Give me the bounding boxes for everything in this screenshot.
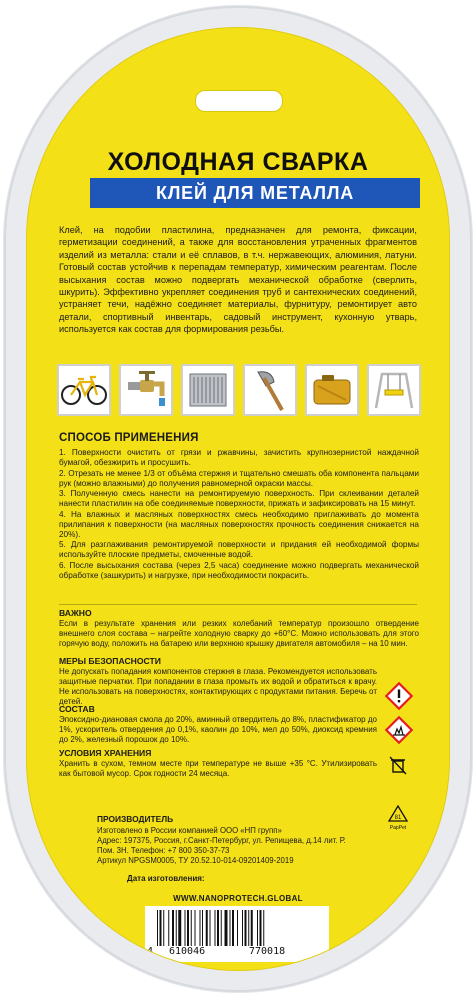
safety-text: Не допускать попадания компонентов стержня в глаза. Рекомендуется использовать защитные перчатки. При попадании в глаза промыть их водой и обратиться к врачу. Не использовать на поверхностях, контактирующих с продуктами питания. Беречь от детей. <box>59 667 377 706</box>
composition-heading: СОСТАВ <box>59 704 95 714</box>
svg-text:81: 81 <box>394 815 402 821</box>
storage-section <box>59 748 377 779</box>
barcode-bar <box>163 910 164 946</box>
manufacturer-block <box>97 814 357 866</box>
usage-step: 6. После высыхания состава (через 2,5 часа) соединение можно подвергать механической обработке (зашкурить) и нагрузке, при необходимости покрасить. <box>59 560 419 580</box>
usage-step: 5. Для разглаживания ремонтируемой поверхности и придания ей необходимой формы используйте плоские предметы, смоченные водой. <box>59 540 419 559</box>
safety-section <box>59 656 377 707</box>
radiator-icon <box>181 364 235 416</box>
bicycle-icon <box>57 364 111 416</box>
exclamation-hazard-icon <box>385 682 413 710</box>
barcode-bar <box>185 910 186 946</box>
safety-heading: МЕРЫ БЕЗОПАСНОСТИ <box>59 656 161 666</box>
product-subtitle-banner: КЛЕЙ ДЛЯ МЕТАЛЛА <box>90 178 420 208</box>
usage-step: 1. Поверхности очистить от грязи и ржавчины, зачистить крупнозернистой наждачной бумагой, обезжирить и просушить. <box>59 448 419 467</box>
barcode-bar <box>210 910 211 946</box>
manufacturer-line: Изготовлено в России компанией ООО «НП групп» <box>97 826 282 835</box>
barcode-bar <box>251 910 253 946</box>
storage-heading: УСЛОВИЯ ХРАНЕНИЯ <box>59 748 152 758</box>
axe-icon <box>243 364 297 416</box>
barcode-digit-prefix: 4 <box>147 946 154 957</box>
barcode-bar <box>160 910 162 946</box>
barcode-bar <box>215 910 216 946</box>
barcode-bar <box>230 910 231 946</box>
barcode-bar <box>242 910 243 946</box>
composition-text: Эпоксидно-диановая смола до 20%, аминный отвердитель до 8%, пластификатор до 1%, ускоритель отвердения до 0,1%, каолин до 10%, мел до 50%, диоксид кремния до 2%, железный порошок до 10%. <box>59 715 377 744</box>
barcode-bar <box>245 910 247 946</box>
barcode-bar <box>195 910 196 946</box>
barcode-bar <box>221 910 222 946</box>
product-card <box>27 28 449 970</box>
hang-hole <box>195 90 283 112</box>
barcode-bar <box>260 910 262 946</box>
website-link: WWW.NANOPROTECH.GLOBAL <box>173 894 303 903</box>
application-icons <box>57 364 421 416</box>
barcode-bar <box>257 910 258 946</box>
usage-steps <box>59 448 419 581</box>
barcode-bar <box>176 910 177 946</box>
manufacturer-article: Артикул NPGSM0005, ТУ 20.52.10-014-09201409-2019 <box>97 856 294 865</box>
barcode-bar <box>168 910 169 946</box>
product-description: Клей, на подобии пластилина, предназначен для ремонта, фиксации, герметизации соединений, а также для восстановления утраченных фрагментов изделий из металла: стали и её сплавов, в т.ч. нержавеющих, алюминия, латуни. Готовый состав устойчив к перепадам температур, химическим реагентам. После высыхания состав можно подвергать механической обработке (сверлить, шкурить). Эффективно укрепляет соединения труб и сантехнических соединений, устраняет течи, надёжно соединяет материалы, фурнитуру, ремонтирует авто детали, спортивный инвентарь, садовый инструмент, кухонную утварь, используется как состав для формирования резьбы. <box>59 225 417 335</box>
usage-step: 3. Полученную смесь нанести на ремонтируемую поверхность. При склеивании деталей нанести пластилин на обе соединяемые поверхности, прижать и зафиксировать на 15 минут. <box>59 489 419 508</box>
important-heading: ВАЖНО <box>59 608 92 618</box>
storage-text: Хранить в сухом, темном месте при температуре не выше +35 °С. Утилизировать как бытовой мусор. Срок годности 24 месяца. <box>59 759 377 778</box>
barcode-bar <box>157 910 158 946</box>
production-date-label: Дата изготовления: <box>127 874 205 883</box>
barcode-digits-left: 610046 <box>169 946 206 957</box>
usage-step: 4. На влажных и масляных поверхностях смесь необходимо приглаживать до момента прилипания к поверхности (на масляных поверхностях прочность соединения снижается на 20%). <box>59 509 419 539</box>
swing-icon <box>367 364 421 416</box>
barcode-bar <box>191 910 192 946</box>
barcode-bar <box>248 910 249 946</box>
important-text: Если в результате хранения или резких колебаний температур произошло отвердение внешнего слоя состава – нагрейте холодную сварку до +60°С. Можно использовать для этого горячую воду, положить на батарею или верхнюю крышку двигателя автомобиля – на 10 мин. <box>59 619 419 648</box>
barcode-bar <box>206 910 208 946</box>
barcode-bar <box>232 910 234 946</box>
usage-section <box>59 432 419 581</box>
barcode-bars <box>155 910 319 946</box>
faucet-icon <box>119 364 173 416</box>
barcode-bar <box>217 910 219 946</box>
canister-icon <box>305 364 359 416</box>
environment-hazard-icon <box>385 716 413 744</box>
manufacturer-address: Адрес: 197375, Россия, г.Санкт-Петербург, ул. Репищева, д.14 лит. Р. Пом. 3Н. Телефон: +7 800 350-37-73 <box>97 836 346 855</box>
manufacturer-heading: ПРОИЗВОДИТЕЛЬ <box>97 814 174 824</box>
barcode-bar <box>200 910 201 946</box>
recycle-code: PapPet <box>389 825 407 831</box>
usage-heading: СПОСОБ ПРИМЕНЕНИЯ <box>59 432 199 444</box>
barcode-bar <box>225 910 228 946</box>
barcode-bar <box>237 910 238 946</box>
important-section <box>59 608 419 649</box>
trash-bin-icon <box>387 754 409 776</box>
barcode-bar <box>172 910 174 946</box>
divider <box>59 604 417 605</box>
barcode-digits-right: 770018 <box>249 946 286 957</box>
composition-section <box>59 704 377 745</box>
product-title: ХОЛОДНАЯ СВАРКА <box>107 148 369 176</box>
barcode <box>145 906 329 962</box>
barcode-bar <box>202 910 203 946</box>
barcode-bar <box>263 910 264 946</box>
recycle-icon <box>383 802 413 832</box>
barcode-bar <box>187 910 189 946</box>
usage-step: 2. Отрезать не менее 1/3 от объёма стержня и тщательно смешать оба компонента пальцами рук (можно влажными) до получения равномерной окраски массы. <box>59 468 419 488</box>
barcode-bar <box>178 910 181 946</box>
